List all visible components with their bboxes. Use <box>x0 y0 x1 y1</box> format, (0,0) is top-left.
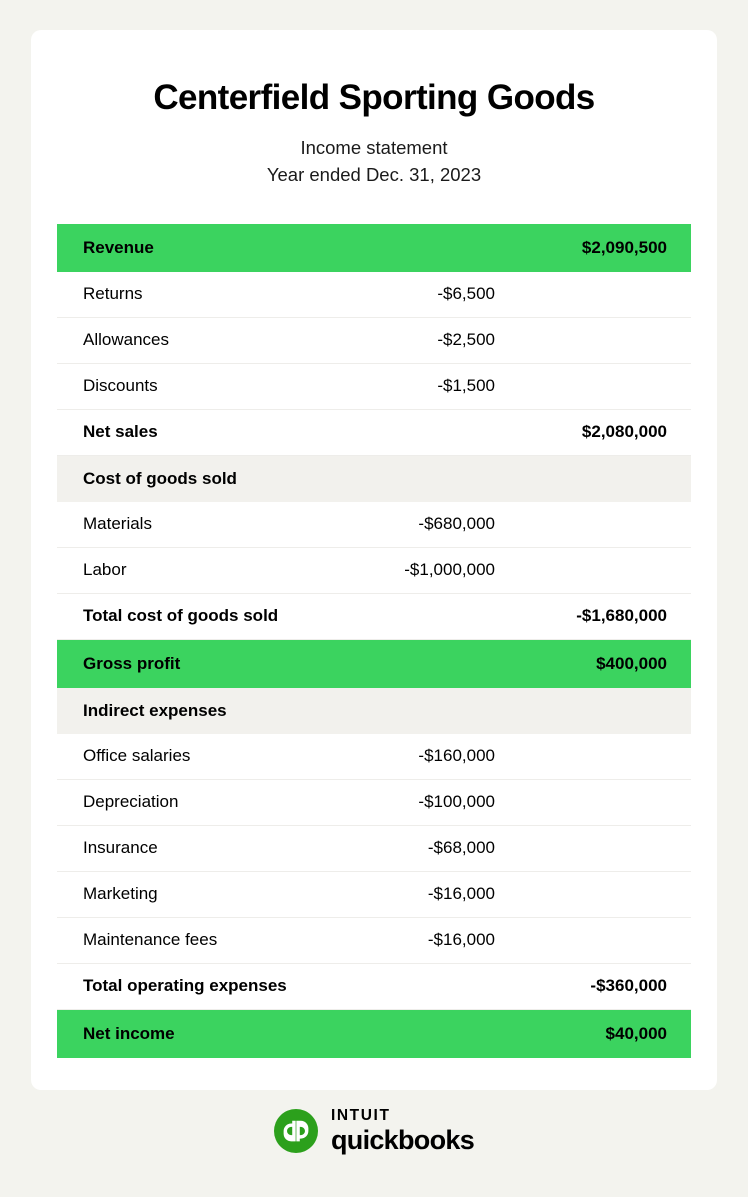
statement-row-subvalue: -$16,000 <box>427 884 495 904</box>
quickbooks-wordmark-text: quickbooks <box>330 1124 475 1155</box>
statement-row-subvalue: -$2,500 <box>437 330 495 350</box>
statement-row-subvalue: -$100,000 <box>418 792 495 812</box>
statement-row-label: Materials <box>83 514 152 534</box>
statement-row-label: Office salaries <box>83 746 191 766</box>
statement-row-value: $40,000 <box>605 1023 667 1043</box>
document-header <box>31 30 717 188</box>
statement-row-subvalue: -$1,000,000 <box>404 560 495 580</box>
statement-row-label: Indirect expenses <box>83 700 227 720</box>
statement-row-label: Insurance <box>83 838 158 858</box>
statement-row-detail <box>57 734 691 780</box>
statement-row-detail <box>57 918 691 964</box>
statement-row-section <box>57 456 691 502</box>
statement-row-value: $2,080,000 <box>581 422 667 442</box>
document-subtitle <box>31 135 717 188</box>
statement-type-label: Income statement <box>300 137 448 159</box>
quickbooks-logo-icon <box>274 1109 318 1153</box>
statement-row-highlight <box>57 224 691 272</box>
statement-row-highlight <box>57 1010 691 1058</box>
statement-row-detail <box>57 502 691 548</box>
statement-row-label: Depreciation <box>83 792 179 812</box>
statement-row-label: Marketing <box>83 884 158 904</box>
statement-row-subvalue: -$6,500 <box>437 284 495 304</box>
quickbooks-wordmark <box>331 1108 474 1154</box>
statement-row-subvalue: -$160,000 <box>418 746 495 766</box>
statement-row-label: Labor <box>83 560 127 580</box>
statement-row-label: Maintenance fees <box>83 930 218 950</box>
statement-row-total <box>57 964 691 1010</box>
statement-row-value: $400,000 <box>596 653 667 673</box>
statement-row-subvalue: -$68,000 <box>427 838 495 858</box>
statement-row-total <box>57 594 691 640</box>
statement-row-detail <box>57 872 691 918</box>
statement-row-subvalue: -$680,000 <box>418 514 495 534</box>
income-statement-card <box>31 30 717 1090</box>
statement-row-highlight <box>57 640 691 688</box>
statement-row-detail <box>57 780 691 826</box>
statement-row-label: Total cost of goods sold <box>83 606 279 626</box>
income-statement-table <box>31 224 717 1058</box>
statement-row-label: Discounts <box>83 376 158 396</box>
statement-row-label: Revenue <box>83 237 154 257</box>
statement-row-detail <box>57 318 691 364</box>
statement-row-label: Gross profit <box>83 653 181 673</box>
statement-row-total <box>57 410 691 456</box>
intuit-wordmark-text: INTUIT <box>330 1107 391 1124</box>
statement-row-detail <box>57 272 691 318</box>
statement-row-label: Net sales <box>83 422 158 442</box>
statement-row-label: Returns <box>83 284 143 304</box>
statement-row-detail <box>57 364 691 410</box>
statement-row-value: -$360,000 <box>590 976 667 996</box>
brand-footer <box>0 1108 748 1154</box>
statement-row-section <box>57 688 691 734</box>
statement-row-value: -$1,680,000 <box>576 606 667 626</box>
statement-row-detail <box>57 826 691 872</box>
statement-row-label: Allowances <box>83 330 169 350</box>
statement-row-subvalue: -$16,000 <box>427 930 495 950</box>
statement-row-value: $2,090,500 <box>581 237 667 257</box>
company-title: Centerfield Sporting Goods <box>153 78 595 117</box>
statement-row-label: Net income <box>83 1023 175 1043</box>
statement-period-label: Year ended Dec. 31, 2023 <box>266 163 482 185</box>
statement-row-subvalue: -$1,500 <box>437 376 495 396</box>
statement-row-label: Cost of goods sold <box>83 468 237 488</box>
statement-row-label: Total operating expenses <box>83 976 287 996</box>
statement-row-detail <box>57 548 691 594</box>
